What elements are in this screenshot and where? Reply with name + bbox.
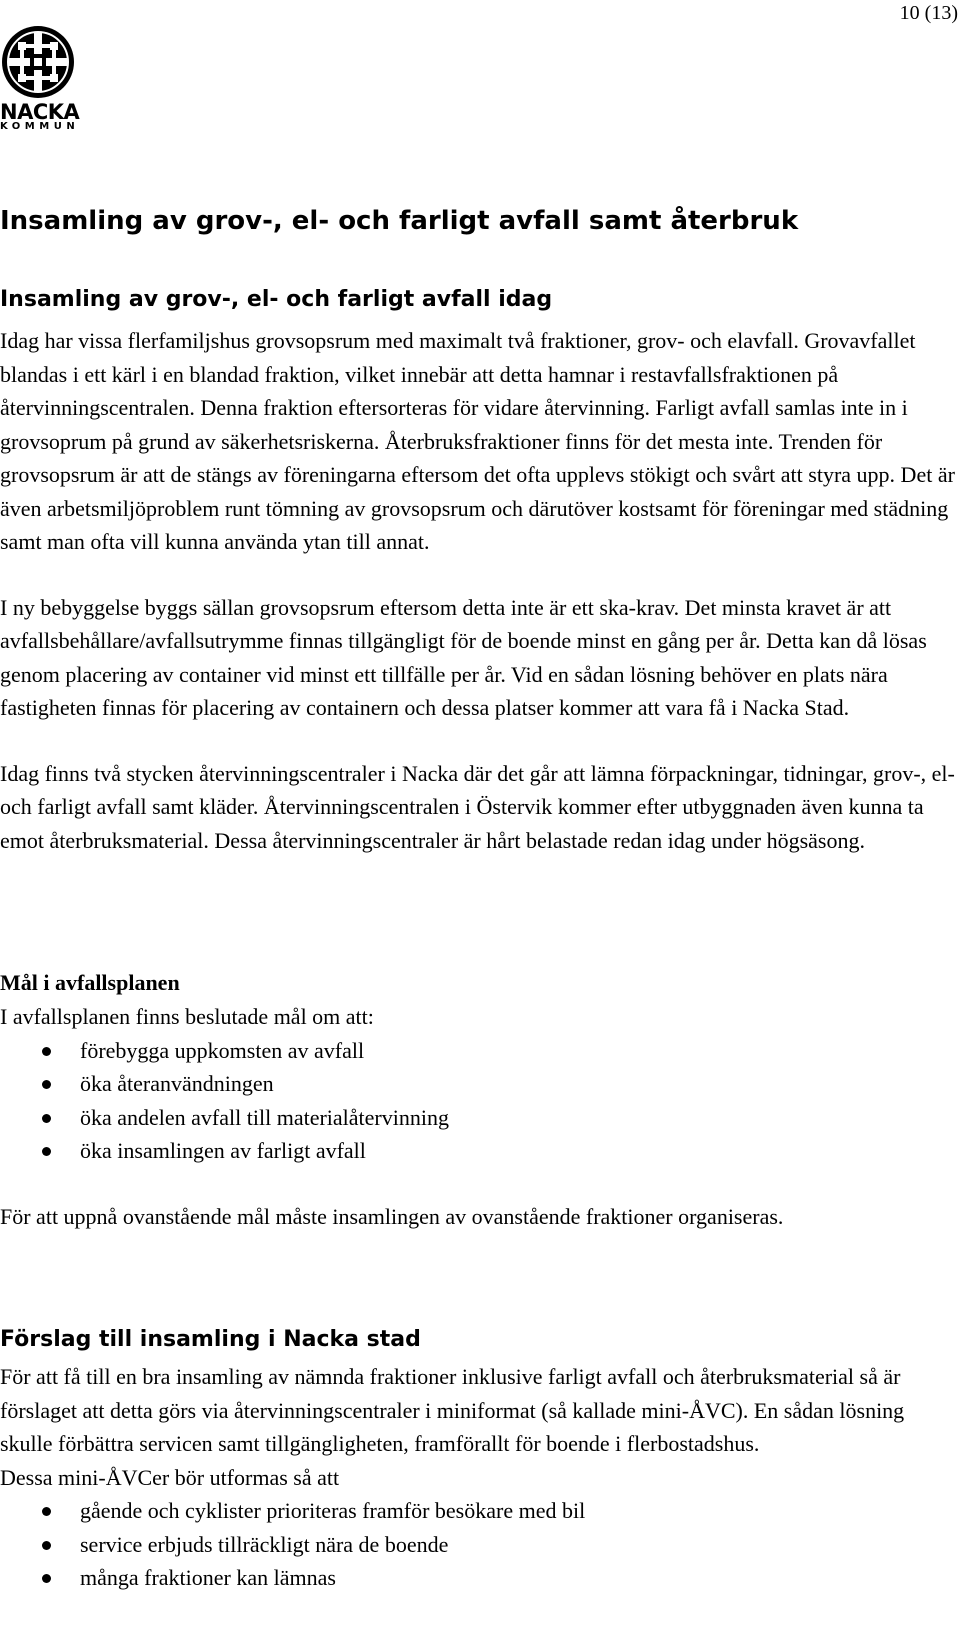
bullet-icon: [42, 1574, 51, 1583]
logo-name: NACKA: [0, 100, 80, 124]
list-item: gående och cyklister prioriteras framför besökare med bil: [0, 1494, 958, 1528]
section-heading: Insamling av grov-, el- och farligt avfall idag: [0, 287, 553, 312]
paragraph: För att få till en bra insamling av nämnda fraktioner inklusive farligt avfall och återbruksmaterial så är förslaget att detta görs via återvinningscentraler i miniformat (så kallade mini-ÅVC). En sådan lösning skulle förbättra servicen samt tillgängligheten, framförallt för boende i flerbostadshus.: [0, 1364, 905, 1456]
logo-subtitle: KOMMUN: [0, 121, 80, 132]
list-item: öka andelen avfall till materialåtervinning: [0, 1101, 958, 1135]
paragraph: Idag har vissa flerfamiljshus grovsopsrum med maximalt två fraktioner, grov- och elavfall. Grovavfallet blandas i ett kärl i en blandad fraktion, vilket innebär att detta hamnar i restavfallsfraktionen på återvinningscentralen. Denna fraktion eftersorteras för vidare återvinning. Farligt avfall samlas inte in i grovsoprum på grund av säkerhetsriskerna. Återbruksfraktioner finns för det mesta inte. Trenden för grovsopsrum är att de stängs av föreningarna eftersom det ofta upplevs stökigt och svårt att styra upp. Det är även arbetsmiljöproblem runt tömning av grovsopsrum och därutöver kostsamt för föreningar med städning samt man ofta vill kunna använda ytan till annat.: [0, 328, 955, 554]
list-item: öka insamlingen av farligt avfall: [0, 1134, 958, 1168]
list-item: många fraktioner kan lämnas: [0, 1561, 958, 1595]
list-item: förebygga uppkomsten av avfall: [0, 1034, 958, 1068]
document-title: Insamling av grov-, el- och farligt avfall samt återbruk: [0, 206, 799, 236]
paragraph: För att uppnå ovanstående mål måste insamlingen av ovanstående fraktioner organiseras.: [0, 1203, 784, 1229]
paragraph: Dessa mini-ÅVCer bör utformas så att: [0, 1464, 340, 1490]
proposal-list: [0, 1494, 958, 1595]
bullet-icon: [42, 1147, 51, 1156]
paragraph: I avfallsplanen finns beslutade mål om att:: [0, 1004, 374, 1029]
bullet-icon: [42, 1507, 51, 1516]
section-heading: Förslag till insamling i Nacka stad: [0, 1327, 421, 1352]
nacka-logo: [0, 24, 80, 132]
paragraph: Idag finns två stycken återvinningscentraler i Nacka där det går att lämna förpackningar, tidningar, grov-, el- och farligt avfall samt kläder. Återvinningscentralen i Östervik kommer efter utbyggnaden även kunna ta emot återbruksmaterial. Dessa återvinningscentraler är hårt belastade redan idag under högsäsong.: [0, 760, 955, 853]
section-proposal: [0, 1327, 958, 1595]
nacka-emblem-icon: [0, 24, 76, 100]
section-goals: [0, 970, 958, 1233]
list-item: service erbjuds tillräckligt nära de boende: [0, 1528, 958, 1562]
bullet-icon: [42, 1047, 51, 1056]
goals-list: [0, 1034, 958, 1168]
list-item: öka återanvändningen: [0, 1067, 958, 1101]
section-current-collection: [0, 287, 958, 857]
bullet-icon: [42, 1114, 51, 1123]
bullet-icon: [42, 1080, 51, 1089]
bullet-icon: [42, 1541, 51, 1550]
paragraph: I ny bebyggelse byggs sällan grovsopsrum eftersom detta inte är ett ska-krav. Det minsta kravet är att avfallsbehållare/avfallsutrymme finnas tillgängligt för de boende minst en gång per år. Detta kan då lösas genom placering av container vid minst ett tillfälle per år. Vid en sådan lösning behöver en plats nära fastigheten finnas för placering av containern och dessa platser kommer att vara få i Nacka Stad.: [0, 594, 927, 720]
section-heading: Mål i avfallsplanen: [0, 970, 180, 995]
page-number: 10 (13): [899, 2, 958, 24]
